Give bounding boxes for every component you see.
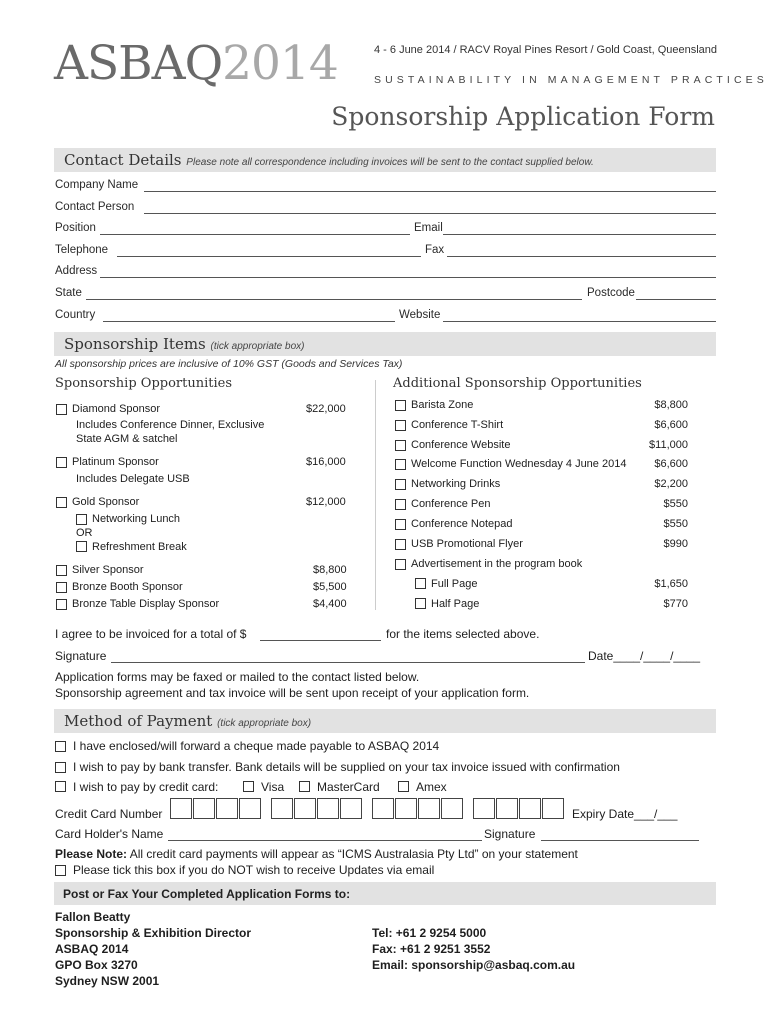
- contact-role: Sponsorship & Exhibition Director: [55, 926, 252, 940]
- telephone-field[interactable]: [117, 256, 421, 257]
- additional-item-label: Conference Website: [411, 439, 511, 451]
- additional-item-checkbox[interactable]: [395, 539, 406, 550]
- fax-field[interactable]: [447, 256, 716, 257]
- telephone-label: Telephone: [55, 244, 109, 256]
- card-digit-box[interactable]: [216, 798, 238, 819]
- company-name-field[interactable]: [144, 191, 716, 192]
- bronze-booth-price: $5,500: [313, 581, 347, 593]
- sponsorship-items-title: Sponsorship Items: [64, 335, 206, 353]
- bronze-table-price: $4,400: [313, 598, 347, 610]
- refreshment-break-checkbox[interactable]: [76, 541, 87, 552]
- invoice-agreement-suffix: for the items selected above.: [386, 627, 540, 641]
- address-field[interactable]: [100, 277, 716, 278]
- logo: [54, 36, 338, 92]
- fax-label: Fax: [425, 244, 445, 256]
- no-updates-label: Please tick this box if you do NOT wish to receive Updates via email: [73, 863, 435, 877]
- contact-details-bar: [54, 148, 716, 172]
- country-label: Country: [55, 309, 96, 321]
- half-page-price: $770: [663, 598, 688, 610]
- additional-item-checkbox[interactable]: [395, 519, 406, 530]
- additional-item-price: $2,200: [654, 478, 688, 490]
- platinum-sponsor-desc: Includes Delegate USB: [76, 473, 190, 485]
- card-digit-box[interactable]: [395, 798, 417, 819]
- agreement-signature-field[interactable]: [111, 662, 585, 663]
- card-digit-box[interactable]: [193, 798, 215, 819]
- card-signature-field[interactable]: [541, 840, 699, 841]
- diamond-sponsor-label: Diamond Sponsor: [72, 403, 161, 415]
- card-digit-box[interactable]: [340, 798, 362, 819]
- contact-name: Fallon Beatty: [55, 910, 131, 924]
- state-label: State: [55, 287, 82, 299]
- gold-sponsor-label: Gold Sponsor: [72, 496, 140, 508]
- page-title: Sponsorship Application Form: [331, 102, 715, 131]
- silver-sponsor-checkbox[interactable]: [56, 565, 67, 576]
- gst-note: All sponsorship prices are inclusive of 10% GST (Goods and Services Tax): [55, 358, 403, 370]
- sponsorship-items-bar: [54, 332, 716, 356]
- additional-item-checkbox[interactable]: [395, 400, 406, 411]
- networking-lunch-label: Networking Lunch: [92, 513, 181, 525]
- card-digit-box[interactable]: [542, 798, 564, 819]
- agreement-date-field[interactable]: Date____/____/____: [588, 649, 701, 663]
- payment-method-title: Method of Payment: [64, 712, 213, 730]
- diamond-sponsor-desc-1: Includes Conference Dinner, Exclusive: [76, 419, 265, 431]
- diamond-sponsor-checkbox[interactable]: [56, 404, 67, 415]
- state-field[interactable]: [86, 299, 582, 300]
- contact-org: ASBAQ 2014: [55, 942, 129, 956]
- bank-transfer-label: I wish to pay by bank transfer. Bank details will be supplied on your tax invoice issued with confirmation: [73, 760, 620, 774]
- card-digit-box[interactable]: [441, 798, 463, 819]
- bronze-table-checkbox[interactable]: [56, 599, 67, 610]
- visa-label: Visa: [261, 780, 285, 794]
- application-note-1: Application forms may be faxed or mailed to the contact listed below.: [55, 670, 420, 684]
- contact-po-box: GPO Box 3270: [55, 958, 138, 972]
- mastercard-checkbox[interactable]: [299, 781, 310, 792]
- please-note-label: Please Note:: [55, 847, 128, 861]
- payment-method-bar: [54, 709, 716, 733]
- bronze-booth-label: Bronze Booth Sponsor: [72, 581, 183, 593]
- address-label: Address: [55, 265, 98, 277]
- email-label: Email: [414, 222, 443, 234]
- additional-item-label: Conference T-Shirt: [411, 419, 504, 431]
- card-holder-field[interactable]: [168, 840, 482, 841]
- additional-item-label: USB Promotional Flyer: [411, 538, 523, 550]
- bronze-table-label: Bronze Table Display Sponsor: [72, 598, 220, 610]
- diamond-sponsor-price: $22,000: [306, 403, 346, 415]
- additional-item-label: Networking Drinks: [411, 478, 501, 490]
- full-page-price: $1,650: [654, 578, 688, 590]
- additional-item-price: $990: [663, 538, 688, 550]
- postcode-field[interactable]: [636, 299, 716, 300]
- sponsorship-opportunities-heading: Sponsorship Opportunities: [55, 376, 233, 391]
- credit-card-checkbox[interactable]: [55, 781, 66, 792]
- platinum-sponsor-checkbox[interactable]: [56, 457, 67, 468]
- networking-lunch-checkbox[interactable]: [76, 514, 87, 525]
- credit-card-label: I wish to pay by credit card:: [73, 780, 219, 794]
- contact-tel: Tel: +61 2 9254 5000: [372, 926, 487, 940]
- card-signature-label: Signature: [484, 827, 536, 841]
- full-page-label: Full Page: [431, 578, 478, 590]
- amex-checkbox[interactable]: [398, 781, 409, 792]
- additional-item-label: Conference Notepad: [411, 518, 513, 530]
- additional-item-price: $550: [663, 518, 688, 530]
- card-digit-box[interactable]: [294, 798, 316, 819]
- please-note: [55, 847, 578, 861]
- card-digit-box[interactable]: [239, 798, 261, 819]
- card-digit-box[interactable]: [496, 798, 518, 819]
- logo-text: ASBAQ: [54, 36, 223, 91]
- amex-label: Amex: [416, 780, 447, 794]
- invoice-agreement-prefix: I agree to be invoiced for a total of $: [55, 627, 247, 641]
- country-field[interactable]: [103, 321, 395, 322]
- gold-or-text: OR: [76, 527, 93, 539]
- additional-item-price: $6,600: [654, 458, 688, 470]
- logo-year: 2014: [222, 36, 338, 91]
- additional-item-label: Conference Pen: [411, 498, 491, 510]
- card-digit-box[interactable]: [170, 798, 192, 819]
- platinum-sponsor-price: $16,000: [306, 456, 346, 468]
- column-divider: [375, 380, 376, 610]
- gold-sponsor-checkbox[interactable]: [56, 497, 67, 508]
- bank-transfer-checkbox[interactable]: [55, 762, 66, 773]
- bronze-booth-checkbox[interactable]: [56, 582, 67, 593]
- cheque-checkbox[interactable]: [55, 741, 66, 752]
- card-digit-box[interactable]: [519, 798, 541, 819]
- position-field[interactable]: [100, 234, 410, 235]
- refreshment-break-label: Refreshment Break: [92, 541, 187, 553]
- half-page-checkbox[interactable]: [415, 598, 426, 609]
- tagline: SUSTAINABILITY IN MANAGEMENT PRACTICES: [374, 74, 768, 86]
- no-updates-checkbox[interactable]: [55, 865, 66, 876]
- payment-method-note: (tick appropriate box): [217, 718, 312, 729]
- post-fax-bar: [54, 882, 716, 905]
- additional-item-price: $8,800: [654, 399, 688, 411]
- additional-item-checkbox[interactable]: [395, 479, 406, 490]
- company-name-label: Company Name: [55, 179, 139, 191]
- additional-item-price: $550: [663, 498, 688, 510]
- additional-item-price: $11,000: [649, 439, 688, 451]
- contact-details-title: Contact Details: [64, 151, 182, 169]
- website-field[interactable]: [443, 321, 716, 322]
- application-note-2: Sponsorship agreement and tax invoice will be sent upon receipt of your application form.: [55, 686, 530, 700]
- advertisement-label: Advertisement in the program book: [411, 558, 583, 570]
- visa-checkbox[interactable]: [243, 781, 254, 792]
- website-label: Website: [399, 309, 441, 321]
- additional-item-checkbox[interactable]: [395, 499, 406, 510]
- silver-sponsor-price: $8,800: [313, 564, 347, 576]
- sponsorship-items-note: (tick appropriate box): [210, 341, 305, 352]
- half-page-label: Half Page: [431, 598, 480, 610]
- contact-fax: Fax: +61 2 9251 3552: [372, 942, 491, 956]
- full-page-checkbox[interactable]: [415, 578, 426, 589]
- position-label: Position: [55, 222, 96, 234]
- post-fax-title: Post or Fax Your Completed Application Forms to:: [63, 887, 351, 901]
- contact-city: Sydney NSW 2001: [55, 974, 160, 988]
- card-digit-box[interactable]: [271, 798, 293, 819]
- contact-person-field[interactable]: [144, 213, 716, 214]
- additional-item-checkbox[interactable]: [395, 420, 406, 431]
- platinum-sponsor-label: Platinum Sponsor: [72, 456, 159, 468]
- contact-details-note: Please note all correspondence including invoices will be sent to the contact supplied below.: [186, 157, 594, 168]
- additional-opportunities-heading: Additional Sponsorship Opportunities: [393, 376, 642, 391]
- event-details: 4 - 6 June 2014 / RACV Royal Pines Resort / Gold Coast, Queensland: [374, 44, 718, 56]
- card-number-label: Credit Card Number: [55, 807, 163, 821]
- invoice-total-field[interactable]: [260, 640, 381, 641]
- advertisement-checkbox[interactable]: [395, 559, 406, 570]
- email-field[interactable]: [443, 234, 716, 235]
- card-digit-box[interactable]: [418, 798, 440, 819]
- gold-sponsor-price: $12,000: [306, 496, 346, 508]
- additional-item-price: $6,600: [654, 419, 688, 431]
- silver-sponsor-label: Silver Sponsor: [72, 564, 144, 576]
- card-digit-box[interactable]: [372, 798, 394, 819]
- additional-item-checkbox[interactable]: [395, 459, 406, 470]
- additional-item-checkbox[interactable]: [395, 440, 406, 451]
- contact-person-label: Contact Person: [55, 201, 135, 213]
- please-note-text: All credit card payments will appear as “ICMS Australasia Pty Ltd” on your statement: [129, 847, 578, 861]
- additional-item-label: Barista Zone: [411, 399, 474, 411]
- card-digit-box[interactable]: [473, 798, 495, 819]
- card-digit-box[interactable]: [317, 798, 339, 819]
- card-holder-label: Card Holder's Name: [55, 827, 164, 841]
- cheque-label: I have enclosed/will forward a cheque made payable to ASBAQ 2014: [73, 739, 440, 753]
- expiry-date-field[interactable]: Expiry Date___/___: [572, 807, 678, 821]
- additional-item-label: Welcome Function Wednesday 4 June 2014: [411, 458, 627, 470]
- diamond-sponsor-desc-2: State AGM & satchel: [76, 433, 178, 445]
- mastercard-label: MasterCard: [317, 780, 380, 794]
- agreement-signature-label: Signature: [55, 649, 107, 663]
- contact-email[interactable]: Email: sponsorship@asbaq.com.au: [372, 958, 576, 972]
- postcode-label: Postcode: [587, 287, 635, 299]
